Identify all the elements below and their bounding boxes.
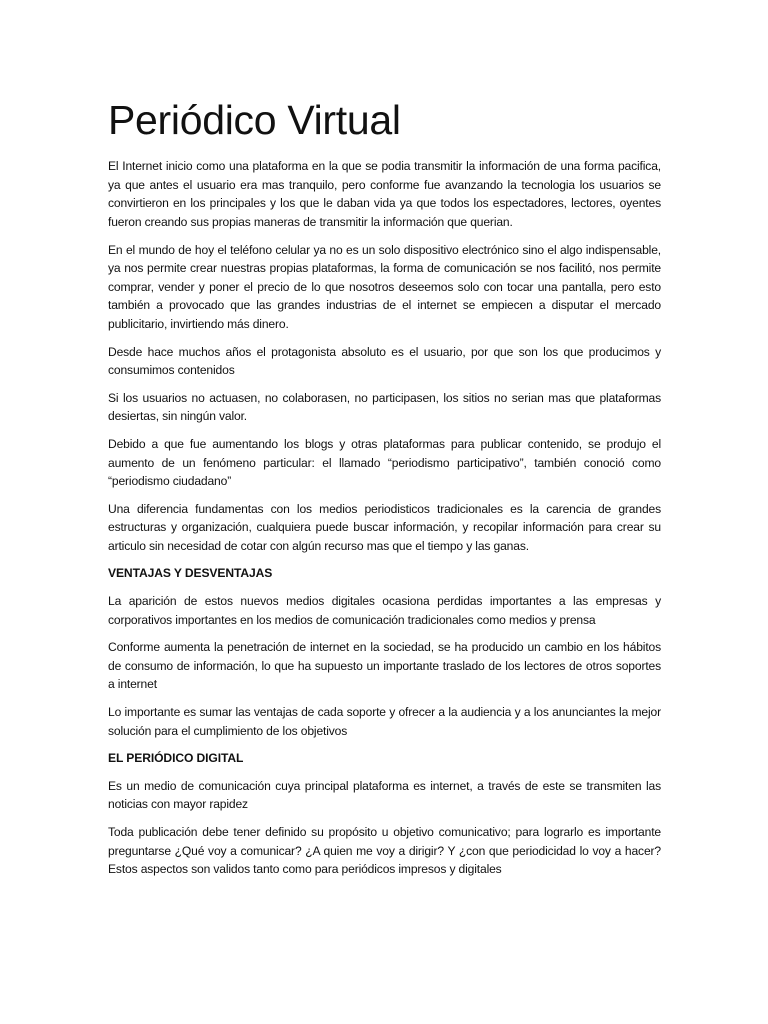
paragraph-user-protagonist: Desde hace muchos años el protagonista absoluto es el usuario, por que son los que producimos y consumimos contenidos (108, 344, 661, 378)
paragraph-digital-definition: Es un medio de comunicación cuya principal plataforma es internet, a través de este se transmiten las noticias con mayor rapidez (108, 778, 661, 812)
paragraph-digital-losses: La aparición de estos nuevos medios digitales ocasiona perdidas importantes a las empresas y corporativos importantes en los medios de comunicación tradicionales como medios y prensa (108, 594, 661, 627)
paragraph-user-participation: Si los usuarios no actuasen, no colaborasen, no participasen, los sitios no serian mas que plataformas desiertas, sin ningún valor. (108, 390, 661, 424)
document-page (108, 96, 661, 888)
section-heading-ventajas: VENTAJAS Y DESVENTAJAS (108, 566, 273, 581)
paragraph-mobile-phone: En el mundo de hoy el teléfono celular ya no es un solo dispositivo electrónico sino el algo indispensable, ya nos permite crear nuestras propias plataformas, la forma de comunicación se nos facilitó, nos permite comprar, vender y poner el precio de lo que nosotros deseemos solo con tocar una pantalla, pero esto también a provocado que las grandes industrias de el internet se empiecen a disputar el mercado publicitario, invirtiendo más dinero. (108, 242, 661, 331)
paragraph-combine-advantages: Lo importante es sumar las ventajas de cada soporte y ofrecer a la audiencia y a los anunciantes la mejor solución para el cumplimiento de los objetivos (108, 705, 661, 738)
paragraph-traditional-differences: Una diferencia fundamentas con los medios periodisticos tradicionales es la carencia de grandes estructuras y organización, cualquiera puede buscar información, y recopilar información para crear su articulo sin necesidad de cotar con algún recurso mas que el tiempo y las ganas. (108, 501, 661, 553)
paragraph-publication-purpose: Toda publicación debe tener definido su propósito u objetivo comunicativo; para lograrlo es importante preguntarse ¿Qué voy a comunicar? ¿A quien me voy a dirigir? Y ¿con que periodicidad lo voy a hacer? Estos aspectos son validos tanto como para periódicos impresos y digitales (108, 825, 661, 877)
paragraph-internet-penetration: Conforme aumenta la penetración de internet en la sociedad, se ha producido un cambio en los hábitos de consumo de información, lo que ha supuesto un importante traslado de los lectores de otros soportes a internet (108, 640, 661, 692)
paragraph-internet-origin: El Internet inicio como una plataforma en la que se podia transmitir la información de una forma pacifica, ya que antes el usuario era mas tranquilo, pero conforme fue avanzando la tecnologia los usuarios se convirtieron en los principales y los que le daban vida ya que todos los espectadores, lectores, oyentes fueron creando sus propias maneras de transmitir la información que querian. (108, 159, 661, 229)
document-title: Periódico Virtual (108, 97, 401, 143)
paragraph-participatory-journalism: Debido a que fue aumentando los blogs y otras plataformas para publicar contenido, se produjo el aumento de un fenómeno particular: el llamado “periodismo participativo”, también conoció como “periodismo ciudadano” (108, 436, 661, 489)
section-heading-periodico-digital: EL PERIÓDICO DIGITAL (108, 751, 244, 766)
